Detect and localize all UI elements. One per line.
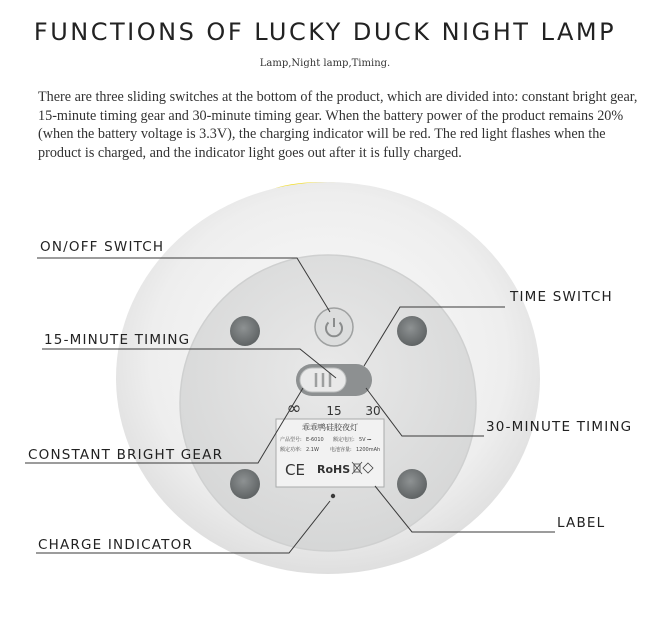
thirty-mark: 30 xyxy=(365,404,381,418)
page-title: FUNCTIONS OF LUCKY DUCK NIGHT LAMP xyxy=(33,18,617,46)
rubber-foot xyxy=(230,469,260,499)
charge-indicator-light xyxy=(331,494,335,498)
page-subtitle: Lamp,Night lamp,Timing. xyxy=(259,58,391,69)
rubber-foot xyxy=(397,316,427,346)
rubber-foot xyxy=(230,316,260,346)
label-product-name: 乖乖鸭硅胶夜灯 xyxy=(302,423,358,432)
rohs-mark: RoHS xyxy=(317,463,351,476)
ce-mark: CE xyxy=(285,461,305,479)
callout-charge-indicator: CHARGE INDICATOR xyxy=(38,537,193,553)
callout-time-switch: TIME SWITCH xyxy=(510,289,613,305)
label-voltage-value: 5V ⎓ xyxy=(359,437,372,443)
label-model-key: 产品型号: xyxy=(280,437,302,443)
power-button[interactable] xyxy=(315,308,353,346)
label-capacity-value: 1200mAh xyxy=(356,447,381,453)
callout-label: LABEL xyxy=(557,515,606,531)
label-model-value: E-6010 xyxy=(306,437,324,443)
infinity-mark: ∞ xyxy=(286,398,302,419)
label-capacity-key: 电池容量: xyxy=(330,447,352,453)
fifteen-mark: 15 xyxy=(326,404,342,418)
callout-30-minute-timing: 30-MINUTE TIMING xyxy=(486,419,633,435)
callout-on-off-switch: ON/OFF SWITCH xyxy=(40,239,165,255)
callout-15-minute-timing: 15-MINUTE TIMING xyxy=(44,332,191,348)
label-voltage-key: 额定电压: xyxy=(333,437,355,443)
time-slider-switch[interactable] xyxy=(296,364,372,396)
description-text: There are three sliding switches at the bottom of the product, which are divided into: constant bright gear, 15-minute timing gear and 30-minute timing gear. When the battery power of the product remains 20% (when the battery voltage is 3.3V), the charging indicator will be red. The red light flashes when the product is charged, and the indicator light goes out after it is fully charged. xyxy=(38,89,638,161)
label-power-key: 额定功率: xyxy=(280,447,302,453)
label-power-value: 2.1W xyxy=(306,447,319,453)
callout-constant-bright-gear: CONSTANT BRIGHT GEAR xyxy=(28,447,224,463)
product-label xyxy=(276,419,384,487)
rubber-foot xyxy=(397,469,427,499)
lamp-base xyxy=(180,255,476,551)
